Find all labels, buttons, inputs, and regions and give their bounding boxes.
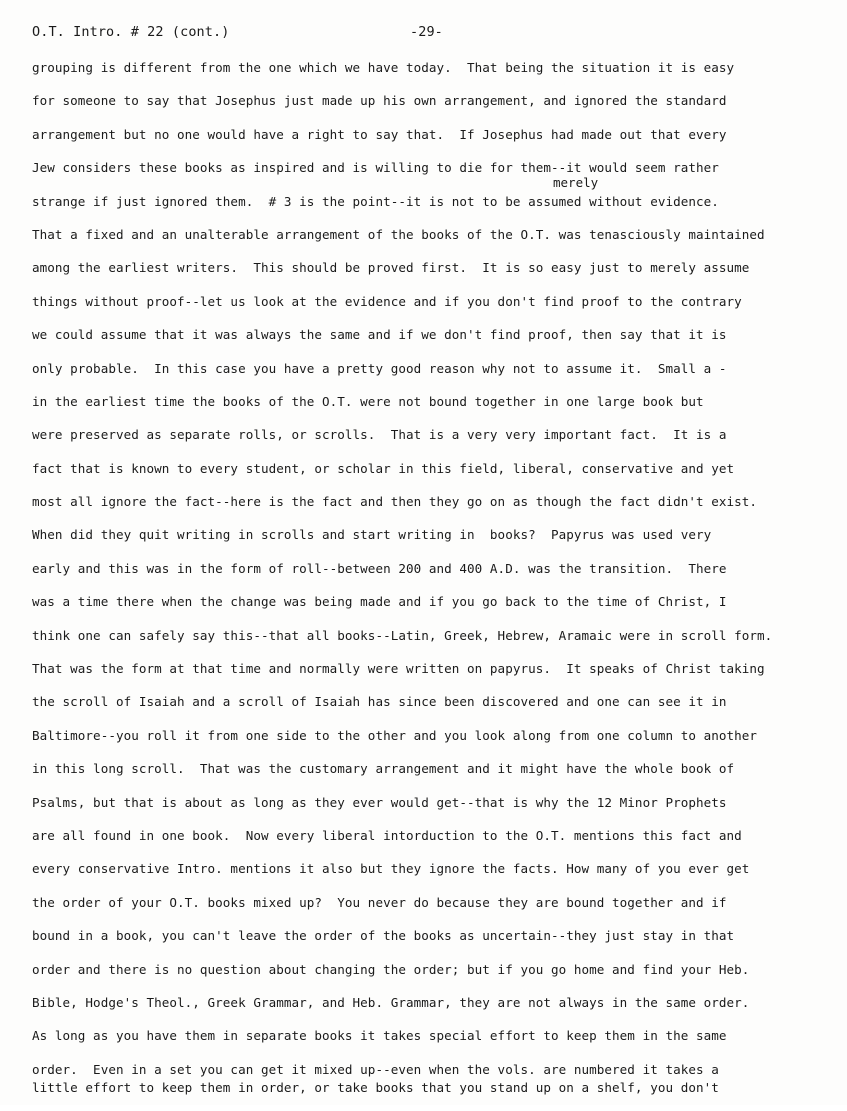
body-text (32, 58, 844, 1093)
text-line: Bible, Hodge's Theol., Greek Grammar, and Heb. Grammar, they are not always in the same order. (32, 994, 750, 1010)
text-line: only probable. In this case you have a pretty good reason why not to assume it. Small a - (32, 360, 727, 376)
page-header (32, 24, 832, 44)
text-line: for someone to say that Josephus just made up his own arrangement, and ignored the standard (32, 93, 727, 109)
interlinear-insertion: merely (553, 175, 599, 190)
text-line: things without proof--let us look at the evidence and if you don't find proof to the contrary (32, 293, 742, 309)
header-title: O.T. Intro. # 22 (cont.) (32, 24, 230, 40)
text-line: As long as you have them in separate books it takes special effort to keep them in the same (32, 1028, 727, 1044)
text-line: Psalms, but that is about as long as they ever would get--that is why the 12 Minor Prophets (32, 794, 727, 810)
page-number: -29- (410, 24, 443, 40)
text-line: in this long scroll. That was the customary arrangement and it might have the whole book of (32, 761, 735, 777)
text-line: strange if just ignored them. # 3 is the point--it is not to be assumed without evidence. (32, 193, 719, 209)
text-line: are all found in one book. Now every liberal intorduction to the O.T. mentions this fact and (32, 827, 742, 843)
text-line: When did they quit writing in scrolls and start writing in books? Papyrus was used very (32, 527, 712, 543)
text-line: in the earliest time the books of the O.T. were not bound together in one large book but (32, 393, 704, 409)
text-line: That a fixed and an unalterable arrangement of the books of the O.T. was tenasciously maintained (32, 226, 765, 242)
text-line: early and this was in the form of roll--between 200 and 400 A.D. was the transition. There (32, 560, 727, 576)
text-line: every conservative Intro. mentions it also but they ignore the facts. How many of you ever get (32, 861, 750, 877)
text-line: Jew considers these books as inspired and is willing to die for them--it would seem rather (32, 160, 719, 176)
text-line: most all ignore the fact--here is the fact and then they go on as though the fact didn't exist. (32, 494, 758, 510)
text-line: Baltimore--you roll it from one side to the other and you look along from one column to another (32, 727, 758, 743)
text-line: the scroll of Isaiah and a scroll of Isaiah has since been discovered and one can see it in (32, 694, 727, 710)
text-line: was a time there when the change was being made and if you go back to the time of Christ, I (32, 594, 727, 610)
text-line: little effort to keep them in order, or take books that you stand up on a shelf, you don't (32, 1080, 719, 1095)
text-line: were preserved as separate rolls, or scrolls. That is a very very important fact. It is a (32, 427, 727, 443)
text-line: arrangement but no one would have a right to say that. If Josephus had made out that every (32, 126, 727, 142)
text-line: the order of your O.T. books mixed up? You never do because they are bound together and if (32, 894, 727, 910)
text-line: bound in a book, you can't leave the order of the books as uncertain--they just stay in that (32, 928, 735, 944)
text-line: fact that is known to every student, or scholar in this field, liberal, conservative and yet (32, 460, 735, 476)
text-line: grouping is different from the one which we have today. That being the situation it is easy (32, 60, 735, 75)
text-line: That was the form at that time and normally were written on papyrus. It speaks of Christ taking (32, 661, 765, 677)
text-line: order and there is no question about changing the order; but if you go home and find your Heb. (32, 961, 750, 977)
text-line: we could assume that it was always the same and if we don't find proof, then say that it is (32, 327, 727, 343)
text-line: order. Even in a set you can get it mixed up--even when the vols. are numbered it takes a (32, 1061, 719, 1077)
text-line: think one can safely say this--that all books--Latin, Greek, Hebrew, Aramaic were in scroll form. (32, 627, 773, 643)
text-line: among the earliest writers. This should be proved first. It is so easy just to merely assume (32, 260, 750, 276)
